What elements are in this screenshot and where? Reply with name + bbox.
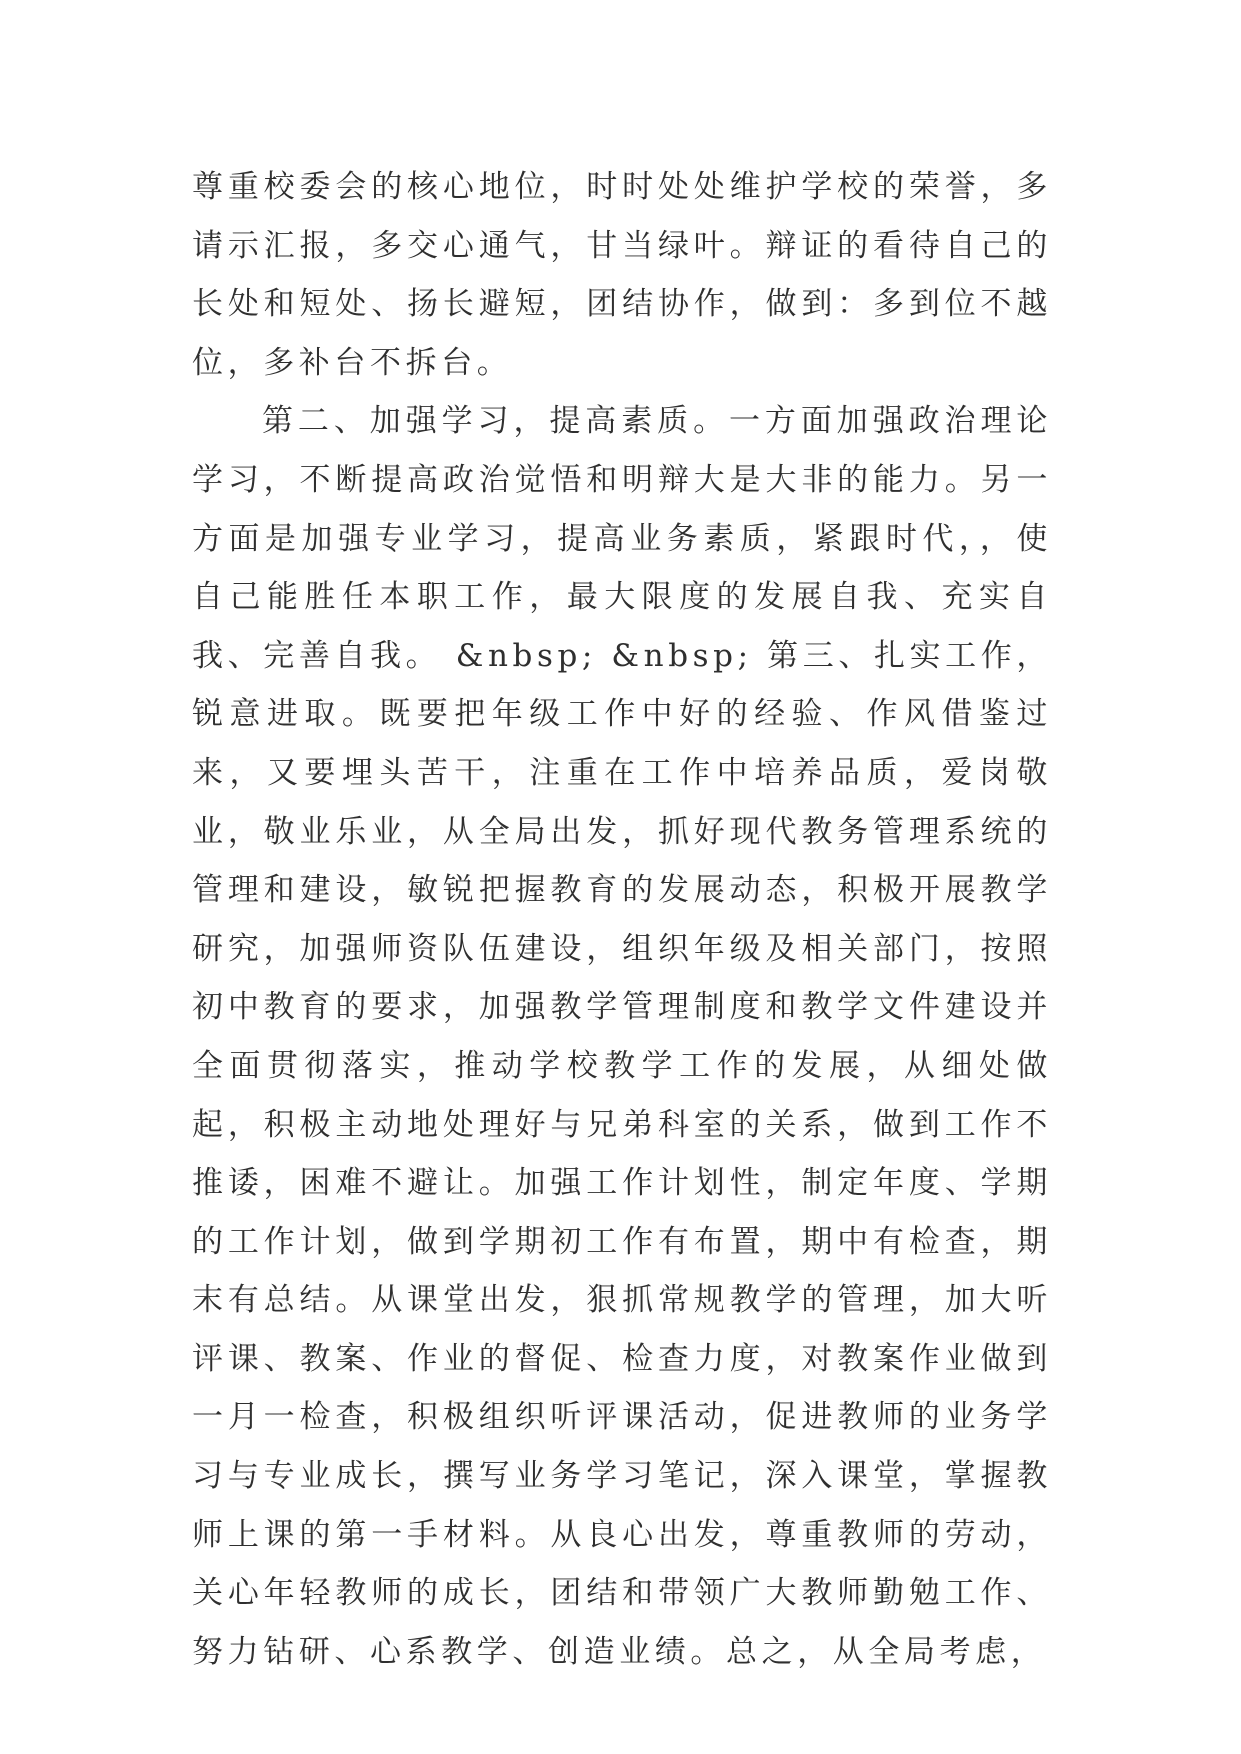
paragraph-1: 尊重校委会的核心地位，时时处处维护学校的荣誉，多请示汇报，多交心通气，甘当绿叶。辩证的看待自己的长处和短处、扬长避短，团结协作，做到：多到位不越位，多补台不拆台。 [192, 169, 1052, 381]
paragraph-2: 第二、加强学习，提高素质。一方面加强政治理论学习，不断提高政治觉悟和明辩大是大非的能力。另一方面是加强专业学习，提高业务素质，紧跟时代，，使自己能胜任本职工作，最大限度的发展自我、充实自我、完善自我。 &nbsp; &nbsp; 第三、扎实工作，锐意进取。既要把年级工作中好的经验、作风借鉴过来，又要埋头苦干，注重在工作中培养品质，爱岗敬业，敬业乐业，从全局出发，抓好现代教务管理系统的管理和建设，敏锐把握教育的发展动态，积极开展教学研究，加强师资队伍建设，组织年级及相关部门，按照初中教育的要求，加强教学管理制度和教学文件建设并全面贯彻落实，推动学校教学工作的发展，从细处做起，积极主动地处理好与兄弟科室的关系，做到工作不推诿，困难不避让。加强工作计划性，制定年度、学期的工作计划，做到学期初工作有布置，期中有检查，期末有总结。从课堂出发，狠抓常规教学的管理，加大听评课、教案、作业的督促、检查力度，对教案作业做到一月一检查，积极组织听评课活动，促进教师的业务学习与专业成长，撰写业务学习笔记，深入课堂，掌握教师上课的第一手材料。从良心出发，尊重教师的劳动，关心年轻教师的成长，团结和带领广大教师勤勉工作、努力钻研、心系教学、创造业绩。总之，从全局考虑， [192, 403, 1052, 1670]
document-body [192, 158, 1052, 1681]
